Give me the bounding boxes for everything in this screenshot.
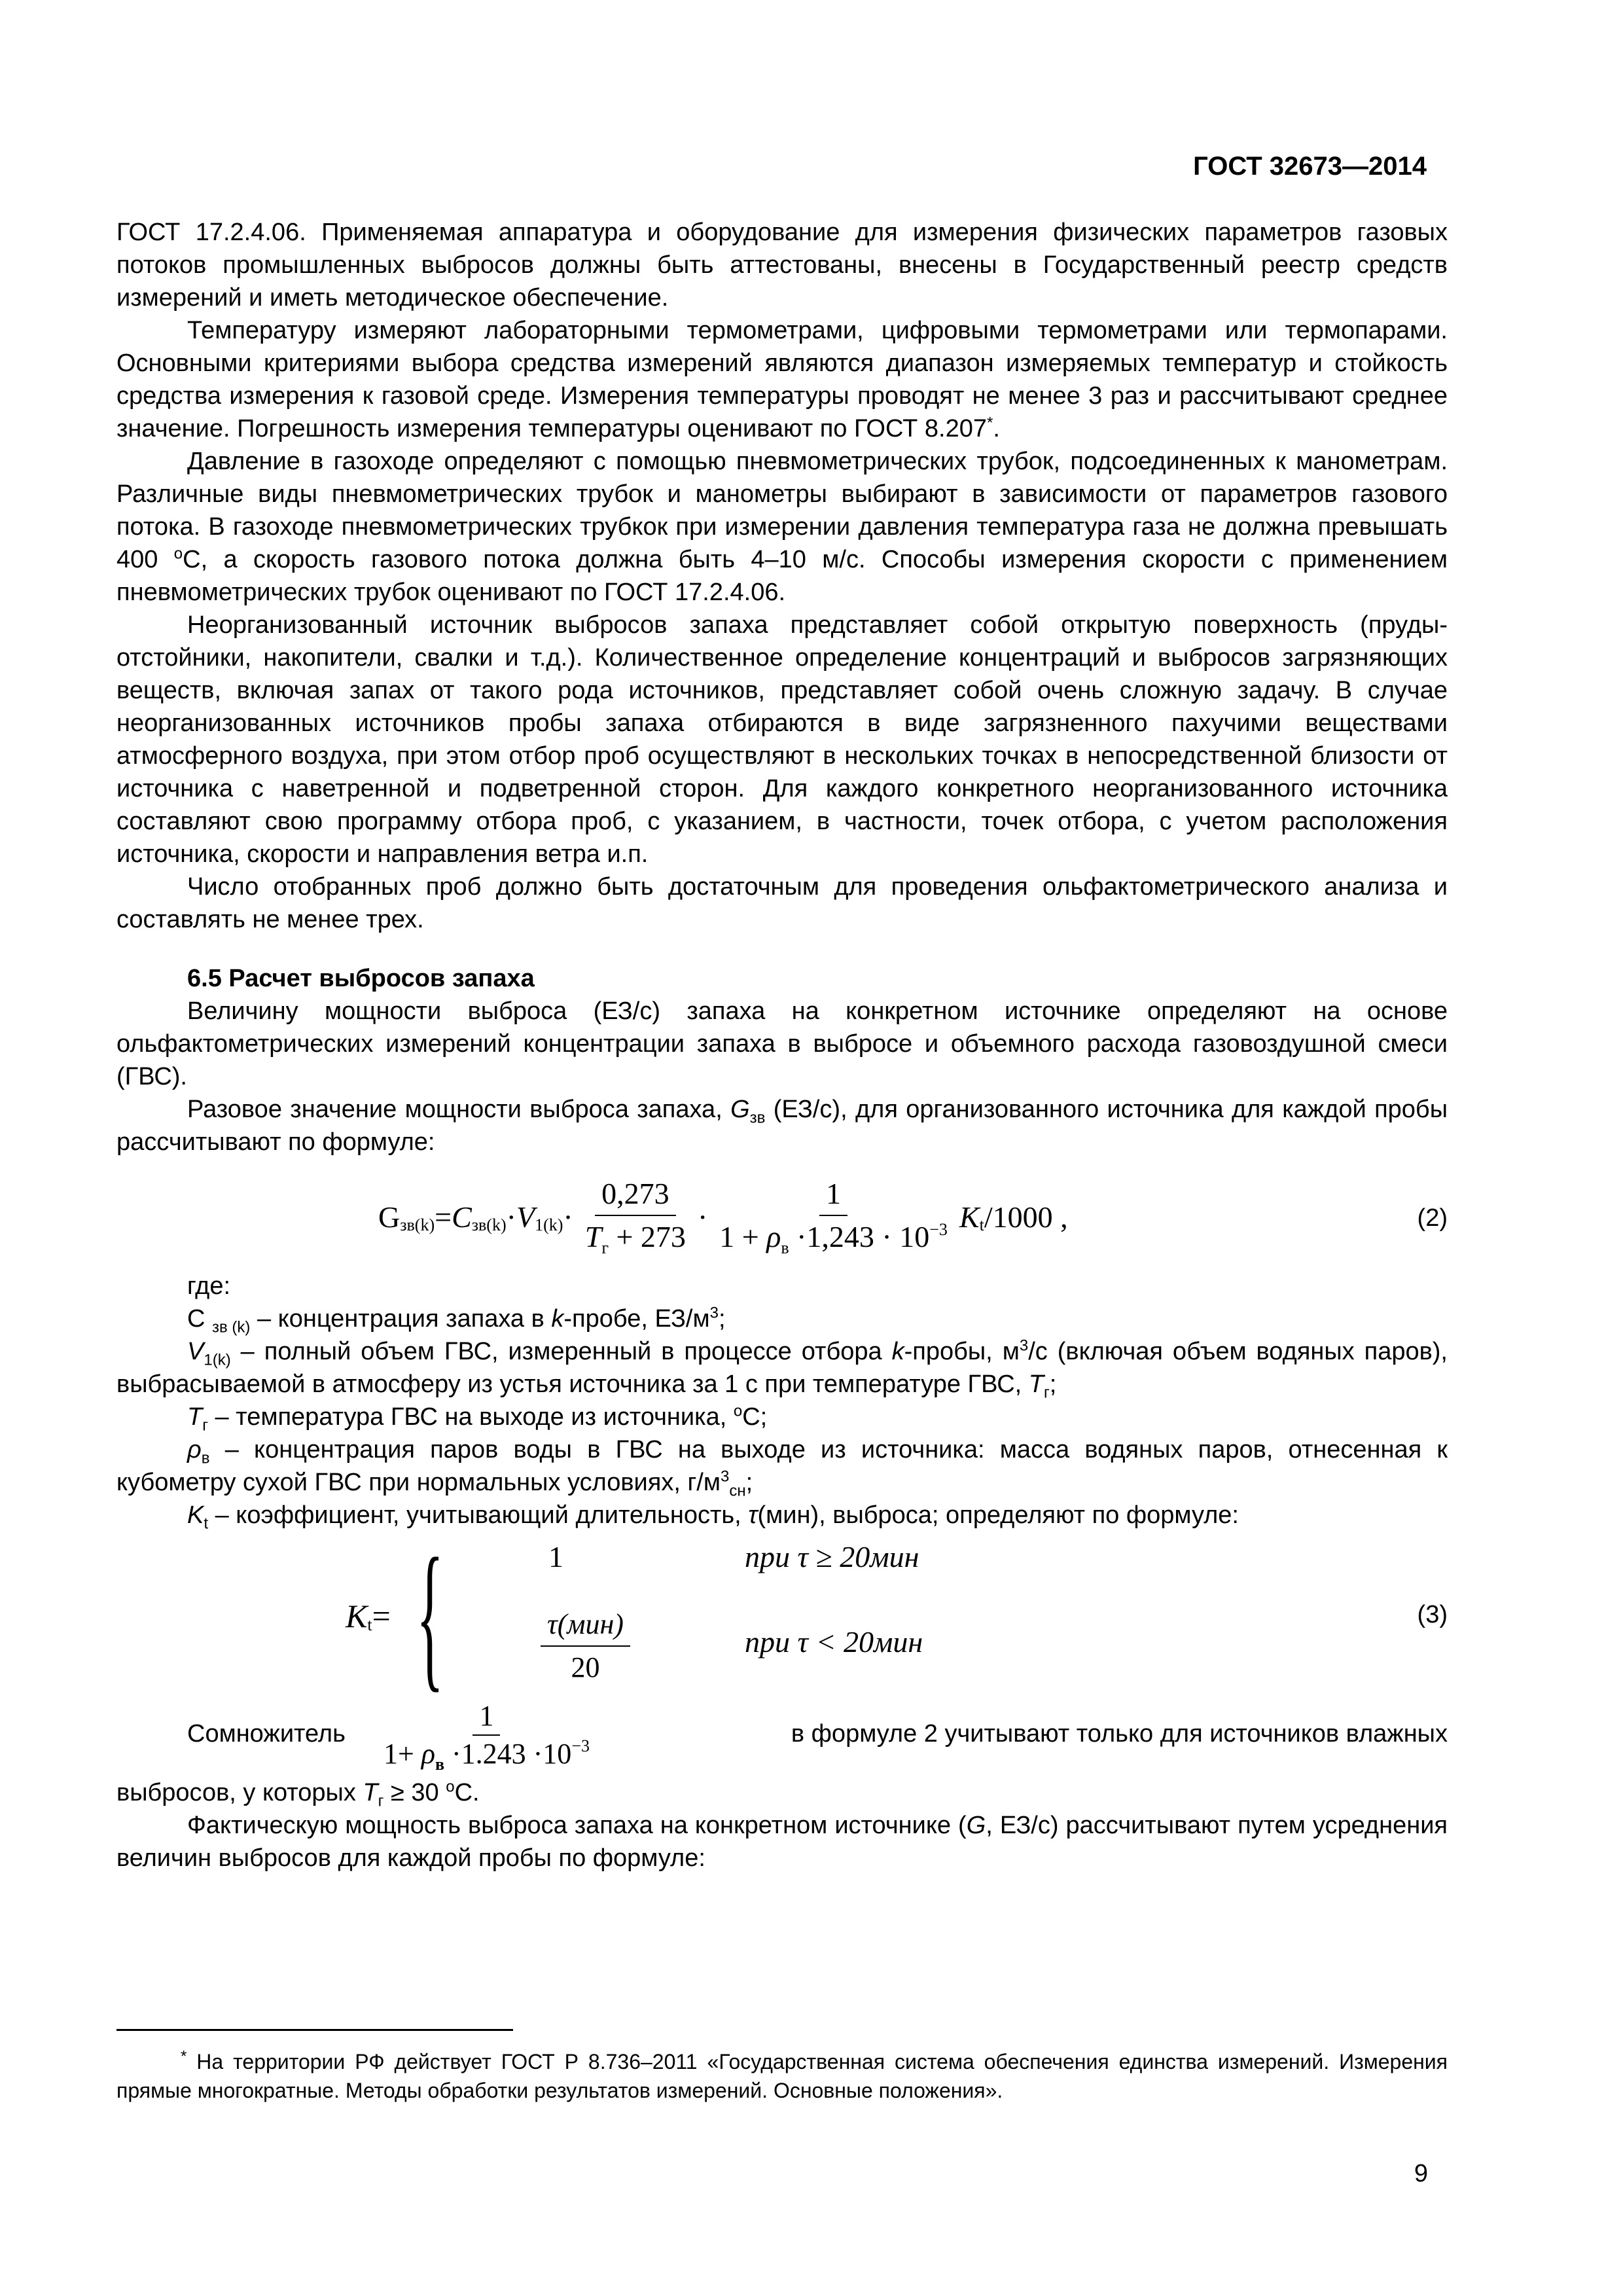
case-2-fraction: $\frac{\text{τ(мин)}}{20}$ bbox=[535, 1604, 635, 1689]
section-paragraph-2: Разовое значение мощности выброса запаха, $G_{зв}$ (ЕЗ/с), для организованного источника для каждой пробы рассчитывают по формуле: bbox=[116, 1096, 1448, 1156]
page-number: 9 bbox=[1414, 2160, 1428, 2187]
paragraph-2: Температуру измеряют лабораторными термометрами, цифровыми термометрами или термопарами. Основными критериями выбора средства измерений являются диапазон измеряемых температур и стойкость средства измерения к газовой среде. Измерения температуры проводят не менее 3 раз и рассчитывают среднее значение. Погрешность измерения температуры оценивают по ГОСТ 8.207*. bbox=[116, 317, 1448, 442]
section-paragraph-1: Величину мощности выброса (ЕЗ/с) запаха на конкретном источнике определяют на основе ольфактометрических измерений концентрации запаха в выбросе и объемного расхода газовоздушной смеси (ГВС). bbox=[116, 997, 1448, 1090]
main-content bbox=[116, 216, 1448, 1874]
fraction-humidity: $\frac{1}{1 + \rho_в \cdot 1,243 \cdot 10^{-3}}$ bbox=[713, 1173, 954, 1263]
definition-rho: $\rho_в$ – концентрация паров воды в ГВС на выходе из источника: масса водяных паров, отнесенная к кубометру сухой ГВС при нормальных условиях, $г/м^3_{сн}$; bbox=[116, 1436, 1448, 1500]
case-2-condition: при τ < 20мин bbox=[745, 1625, 923, 1659]
case-1-condition: при τ ≥ 20мин bbox=[745, 1540, 919, 1573]
formula-3 bbox=[116, 1525, 1448, 1706]
final-paragraph: Фактическую мощность выброса запаха на конкретном источнике (G, ЕЗ/с) рассчитывают путем усреднения величин выбросов для каждой пробы по формуле: bbox=[116, 1812, 1448, 1872]
multiplier-fraction: $\frac{1}{1+ \rho_в \cdot 1.243 \cdot 10^{-3}}$ bbox=[372, 1698, 601, 1776]
formula-2-body: G зв(k) = C зв(k) · V 1(k) · $\frac{0,273}{T_г + 273}$ · $\frac{1}{1 + \rho_в \cdot 1,243 \cdot 10^{-3}}$ K t /1000 , bbox=[378, 1165, 1068, 1270]
formula-3-number: (3) bbox=[1417, 1601, 1448, 1628]
definition-v: $V_{1(k)}$ – полный объем ГВС, измеренный в процессе отбора k-пробы, $м^3/с$ (включая объем водяных паров), выбрасываемой в атмосферу из устья источника за 1 с при температуре ГВС, $T_г$; bbox=[116, 1336, 1448, 1402]
paragraph-4: Неорганизованный источник выбросов запаха представляет собой открытую поверхность (пруды-отстойники, накопители, свалки и т.д.). Количественное определение концентраций и выбросов загрязняющих веществ, включая запах от такого рода источников, представляет собой очень сложную задачу. В случае неорганизованных источников пробы запаха отбираются в виде загрязненного пахучими веществами атмосферного воздуха, при этом отбор проб осуществляют в нескольких точках в непосредственной близости от источника с наветренной и подветренной сторон. Для каждого конкретного неорганизованного источника составляют свою программу отбора проб, с указанием, в частности, точек отбора, с учетом расположения источника, скорости и направления ветра и.п. bbox=[116, 611, 1448, 868]
formula-2-number: (2) bbox=[1417, 1204, 1448, 1232]
formula-2 bbox=[116, 1165, 1448, 1270]
multiplier-continuation: выбросов, у которых $T_г \ge 30$ $^o$С. bbox=[116, 1778, 480, 1810]
definition-t: $T_г$ – температура ГВС на выходе из источника, $^o$С; bbox=[187, 1402, 768, 1435]
footnote-mark: * bbox=[987, 414, 993, 432]
multiplier-label: Сомножитель bbox=[187, 1720, 346, 1748]
fraction-temperature: $\frac{0,273}{T_г + 273}$ bbox=[579, 1173, 692, 1263]
where-label: где: bbox=[187, 1272, 231, 1300]
definition-c: С $_{зв (k)}$ – концентрация запаха в k-пробе, $ЕЗ/м^3$; bbox=[187, 1304, 726, 1336]
footnote-separator bbox=[116, 2029, 513, 2031]
multiplier-text: в формуле 2 учитывают только для источников влажных bbox=[791, 1720, 1448, 1748]
case-1-value: 1 bbox=[548, 1540, 563, 1573]
paragraph-5: Число отобранных проб должно быть достаточным для проведения ольфактометрического анализа и составлять не менее трех. bbox=[116, 873, 1448, 933]
footnote: * На территории РФ действует ГОСТ Р 8.736–2011 «Государственная система обеспечения единства измерений. Измерения прямые многократные. Методы обработки результатов измерений. Основные положения». bbox=[116, 2047, 1448, 2102]
case-brace: { bbox=[416, 1525, 444, 1706]
document-header: ГОСТ 32673—2014 bbox=[1193, 152, 1427, 181]
paragraph-1: ГОСТ 17.2.4.06. Применяемая аппаратура и оборудование для измерения физических параметров газовых потоков промышленных выбросов должны быть аттестованы, внесены в Государственный реестр средств измерений и иметь методическое обеспечение. bbox=[116, 219, 1448, 312]
definition-kt: $K_t$ – коэффициент, учитывающий длительность, τ(мин), выброса; определяют по формуле: bbox=[187, 1501, 1239, 1533]
formula-3-body: K t = { bbox=[346, 1525, 444, 1706]
paragraph-3: Давление в газоходе определяют с помощью пневмометрических трубок, подсоединенных к манометрам. Различные виды пневмометрических трубок и манометры выбирают в зависимости от параметров газового потока. В газоходе пневмометрических трубкок при измерении давления температура газа не должна превышать 400 $^o$С, а скорость газового потока должна быть 4–10 м/с. Способы измерения скорости с применением пневмометрических трубок оценивают по ГОСТ 17.2.4.06. bbox=[116, 448, 1448, 606]
multiplier-line bbox=[116, 1698, 1448, 1774]
section-title: 6.5 Расчет выбросов запаха bbox=[187, 965, 535, 992]
